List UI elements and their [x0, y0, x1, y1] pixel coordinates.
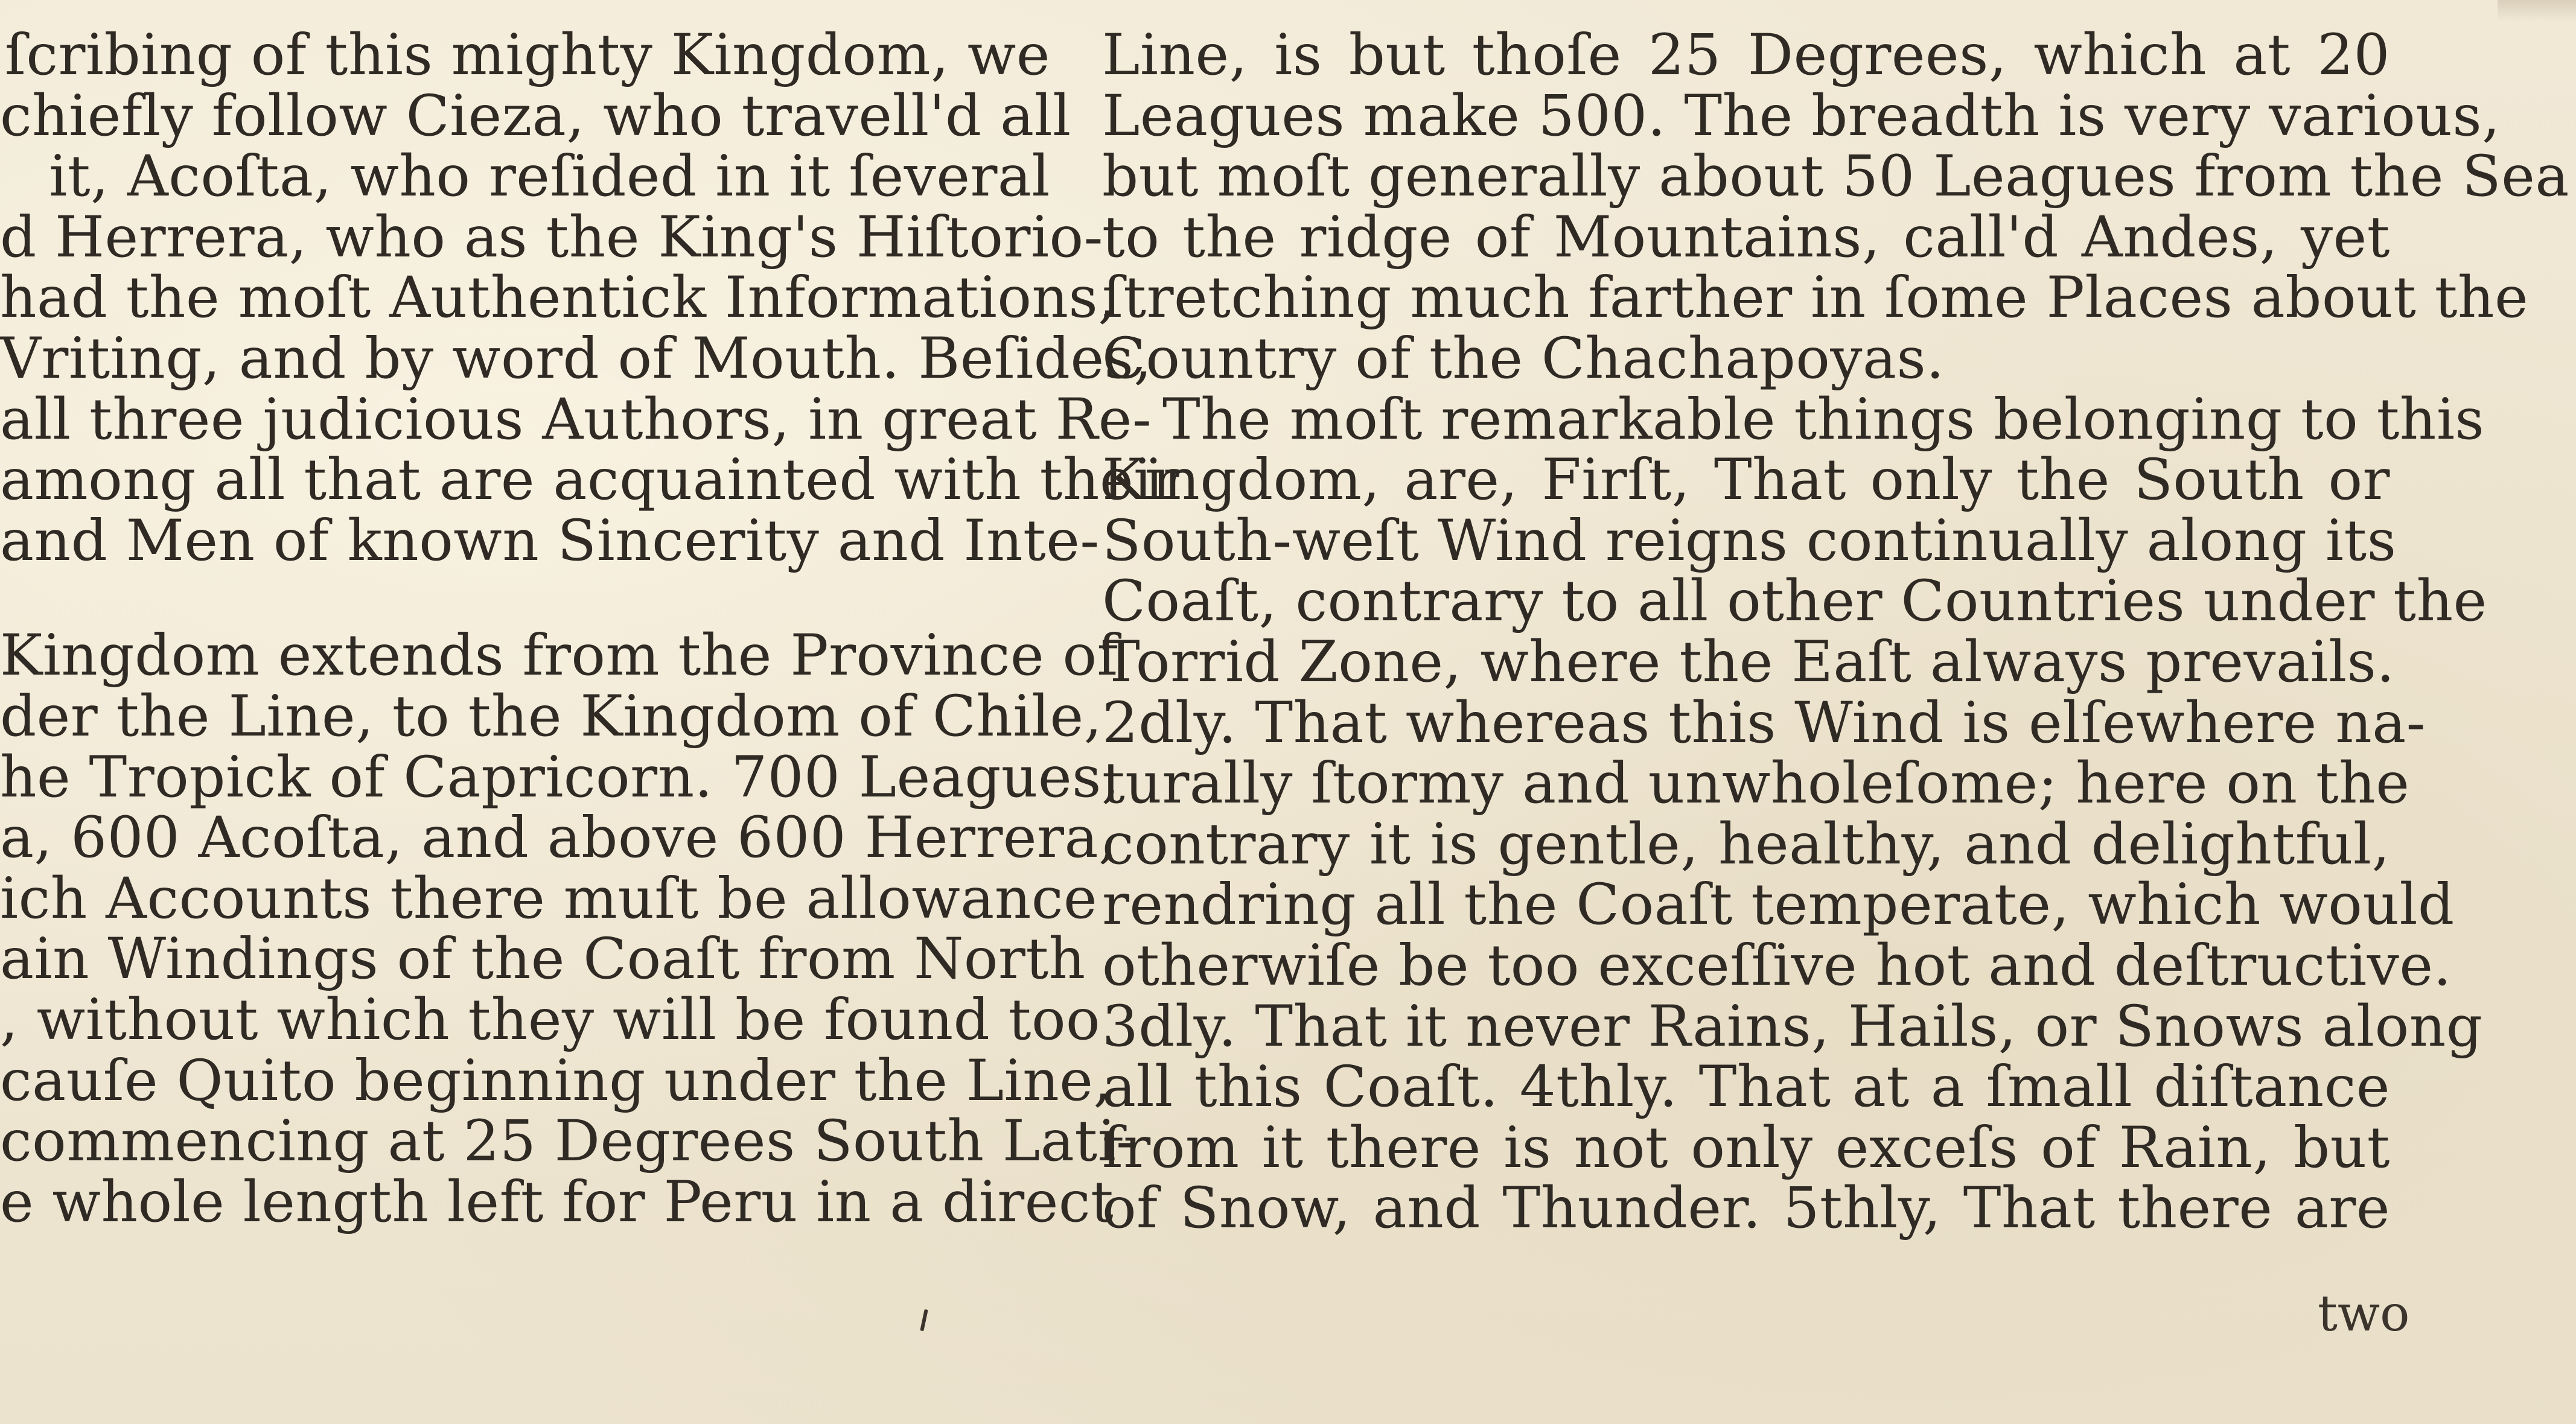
text-line: Vriting, and by word of Mouth. Beſides,: [0, 325, 1152, 392]
text-line: Leagues make 500. The breadth is very various,: [1102, 83, 2501, 149]
catchword: two: [2318, 1285, 2410, 1343]
text-line: commencing at 25 Degrees South Lati-: [0, 1108, 1136, 1175]
text-line: and Men of known Sincerity and Inte-: [0, 507, 1100, 574]
text-line: der the Line, to the Kingdom of Chile,: [0, 683, 1103, 749]
text-line: among all that are acquainted with their: [0, 447, 1180, 513]
text-line: ich Accounts there muſt be allowance: [0, 865, 1098, 932]
paragraph-end-line: Country of the Chachapoyas.: [1102, 325, 1945, 392]
text-line: Line, is but thoſe 25 Degrees, which at 20: [1102, 22, 2390, 88]
text-line: ſcribing of this mighty Kingdom, we: [5, 22, 1050, 88]
text-line: contrary it is gentle, healthy, and delightful,: [1102, 811, 2390, 877]
paragraph-start-line: The moſt remarkable things belonging to this: [1162, 386, 2485, 453]
text-line: to the ridge of Mountains, call'd Andes, yet: [1102, 204, 2390, 270]
text-line: d Herrera, who as the King's Hiſtorio-: [0, 204, 1103, 270]
text-line: otherwiſe be too exceſſive hot and deſtructive.: [1102, 932, 2452, 999]
text-line: all this Coaſt. 4thly. That at a ſmall diſtance: [1102, 1054, 2390, 1120]
text-line: but moſt generally about 50 Leagues from the Sea: [1102, 144, 2569, 210]
ink-blot: [920, 1309, 928, 1331]
text-line: had the moſt Authentick Informations,: [0, 265, 1117, 331]
text-line: South-weſt Wind reigns continually along its: [1102, 507, 2397, 574]
text-line: 3dly. That it never Rains, Hails, or Snows along: [1102, 993, 2483, 1060]
text-line: Kingdom, are, Firſt, That only the South or: [1102, 447, 2390, 513]
text-line: from it there is not only exceſs of Rain, but: [1102, 1114, 2390, 1181]
text-line: ſtretching much farther in ſome Places about the: [1102, 265, 2529, 331]
text-line: turally ſtormy and unwholeſome; here on the: [1102, 751, 2410, 817]
text-line: all three judicious Authors, in great Re-: [0, 386, 1152, 453]
text-line: , without which they will be found too: [0, 987, 1101, 1053]
text-line: rendring all the Coaſt temperate, which would: [1102, 872, 2455, 938]
text-line: ain Windings of the Coaſt from North: [0, 926, 1086, 993]
text-line: 2dly. That whereas this Wind is elſewhere na-: [1102, 690, 2426, 756]
text-line: Kingdom extends from the Province of: [0, 623, 1118, 689]
text-line: a, 600 Acoſta, and above 600 Herrera,: [0, 805, 1117, 871]
paragraph-gap: [0, 571, 1050, 626]
right-text-column: [1102, 22, 2569, 1242]
text-line: it, Acoſta, who reſided in it ſeveral: [49, 144, 1050, 210]
text-line: he Tropick of Capricorn. 700 Leagues,: [0, 744, 1120, 810]
text-line: Coaſt, contrary to all other Countries under the: [1102, 568, 2487, 635]
text-line: chiefly follow Cieza, who travell'd all: [0, 83, 1071, 149]
page-edge-shadow: [2498, 0, 2576, 22]
text-line: e whole length left for Peru in a direct: [0, 1169, 1114, 1235]
text-line: of Snow, and Thunder. 5thly, That there are: [1102, 1175, 2390, 1242]
text-line: Torrid Zone, where the Eaſt always prevails.: [1102, 629, 2395, 695]
text-line: cauſe Quito beginning under the Line,: [0, 1047, 1112, 1114]
left-text-column: [0, 22, 1180, 1235]
